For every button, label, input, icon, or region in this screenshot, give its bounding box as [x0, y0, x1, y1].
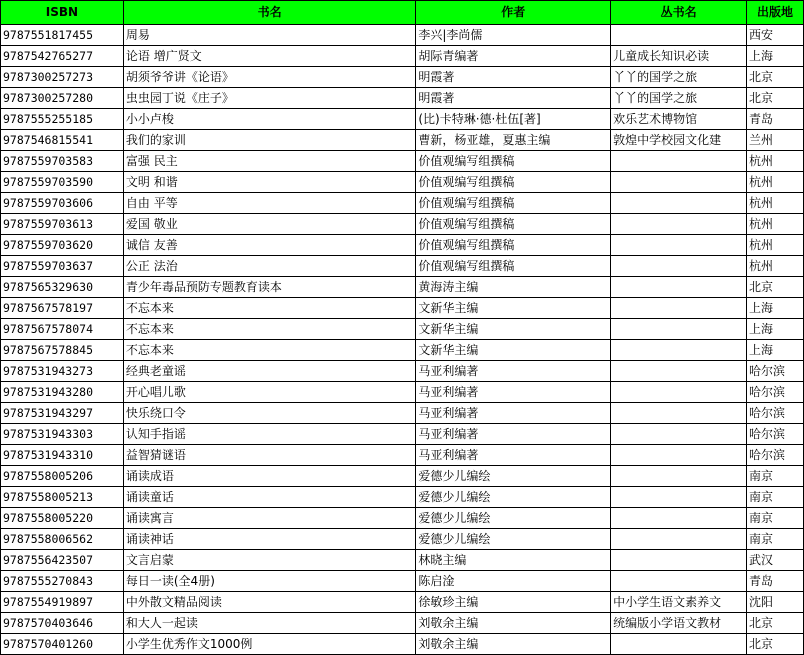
place-cell[interactable]: 杭州	[747, 172, 804, 193]
isbn-cell[interactable]: 9787559703606	[1, 193, 124, 214]
author-cell[interactable]: 马亚利编著	[416, 361, 611, 382]
place-cell[interactable]: 北京	[747, 613, 804, 634]
isbn-cell[interactable]: 9787554919897	[1, 592, 124, 613]
isbn-cell[interactable]: 9787559703583	[1, 151, 124, 172]
series-cell[interactable]	[611, 403, 747, 424]
author-cell[interactable]: 马亚利编著	[416, 403, 611, 424]
isbn-cell[interactable]: 9787559703637	[1, 256, 124, 277]
author-cell[interactable]: 价值观编写组撰稿	[416, 193, 611, 214]
author-cell[interactable]: 爱德少儿编绘	[416, 508, 611, 529]
table-row	[1, 382, 804, 403]
table-body	[1, 25, 804, 655]
table-row	[1, 130, 804, 151]
author-cell[interactable]: 价值观编写组撰稿	[416, 172, 611, 193]
isbn-cell[interactable]: 9787570403646	[1, 613, 124, 634]
series-cell[interactable]: 丫丫的国学之旅	[611, 67, 747, 88]
series-cell[interactable]	[611, 571, 747, 592]
author-cell[interactable]: 刘敬余主编	[416, 634, 611, 655]
place-cell[interactable]: 哈尔滨	[747, 445, 804, 466]
title-cell[interactable]: 每日一读(全4册)	[123, 571, 415, 592]
table-row	[1, 298, 804, 319]
title-cell[interactable]: 不忘本来	[123, 340, 415, 361]
isbn-cell[interactable]: 9787555255185	[1, 109, 124, 130]
series-cell[interactable]	[611, 319, 747, 340]
title-cell[interactable]: 中外散文精品阅读	[123, 592, 415, 613]
place-cell[interactable]: 杭州	[747, 256, 804, 277]
author-cell[interactable]: 马亚利编著	[416, 445, 611, 466]
author-cell[interactable]: 爱德少儿编绘	[416, 466, 611, 487]
series-cell[interactable]: 中小学生语文素养文	[611, 592, 747, 613]
author-cell[interactable]: (比)卡特琳·德·杜伍[著]	[416, 109, 611, 130]
title-cell[interactable]: 文明 和谐	[123, 172, 415, 193]
title-cell[interactable]: 虫虫园丁说《庄子》	[123, 88, 415, 109]
series-cell[interactable]: 敦煌中学校园文化建	[611, 130, 747, 151]
table-row	[1, 25, 804, 46]
series-cell[interactable]	[611, 508, 747, 529]
title-cell[interactable]: 不忘本来	[123, 298, 415, 319]
table-row	[1, 46, 804, 67]
table-row	[1, 361, 804, 382]
author-cell[interactable]: 文新华主编	[416, 298, 611, 319]
series-cell[interactable]	[611, 193, 747, 214]
isbn-cell[interactable]: 9787531943297	[1, 403, 124, 424]
place-cell[interactable]: 杭州	[747, 151, 804, 172]
title-cell[interactable]: 周易	[123, 25, 415, 46]
table-row	[1, 634, 804, 655]
series-cell[interactable]: 丫丫的国学之旅	[611, 88, 747, 109]
author-cell[interactable]: 马亚利编著	[416, 382, 611, 403]
table-row	[1, 508, 804, 529]
table-row	[1, 277, 804, 298]
title-cell[interactable]: 快乐绕口令	[123, 403, 415, 424]
isbn-cell[interactable]: 9787531943273	[1, 361, 124, 382]
place-cell[interactable]: 杭州	[747, 214, 804, 235]
title-cell[interactable]: 诵读寓言	[123, 508, 415, 529]
author-cell[interactable]: 文新华主编	[416, 319, 611, 340]
isbn-cell[interactable]: 9787558005220	[1, 508, 124, 529]
series-cell[interactable]	[611, 445, 747, 466]
isbn-cell[interactable]: 9787565329630	[1, 277, 124, 298]
title-cell[interactable]: 开心唱儿歌	[123, 382, 415, 403]
isbn-cell[interactable]: 9787300257273	[1, 67, 124, 88]
isbn-cell[interactable]: 9787567578845	[1, 340, 124, 361]
author-cell[interactable]: 文新华主编	[416, 340, 611, 361]
title-cell[interactable]: 认知手指谣	[123, 424, 415, 445]
isbn-cell[interactable]: 9787531943280	[1, 382, 124, 403]
title-cell[interactable]: 诵读神话	[123, 529, 415, 550]
table-row	[1, 214, 804, 235]
place-cell[interactable]: 上海	[747, 46, 804, 67]
title-cell[interactable]: 自由 平等	[123, 193, 415, 214]
table-row	[1, 550, 804, 571]
header-title[interactable]: 书名	[123, 1, 415, 25]
author-cell[interactable]: 胡际青编著	[416, 46, 611, 67]
header-series[interactable]: 丛书名	[611, 1, 747, 25]
series-cell[interactable]	[611, 487, 747, 508]
author-cell[interactable]: 爱德少儿编绘	[416, 487, 611, 508]
isbn-cell[interactable]: 9787555270843	[1, 571, 124, 592]
series-cell[interactable]	[611, 277, 747, 298]
place-cell[interactable]: 北京	[747, 277, 804, 298]
author-cell[interactable]: 黄海涛主编	[416, 277, 611, 298]
place-cell[interactable]: 哈尔滨	[747, 382, 804, 403]
place-cell[interactable]: 西安	[747, 25, 804, 46]
place-cell[interactable]: 上海	[747, 340, 804, 361]
isbn-cell[interactable]: 9787556423507	[1, 550, 124, 571]
place-cell[interactable]: 北京	[747, 88, 804, 109]
table-row	[1, 613, 804, 634]
title-cell[interactable]: 胡须爷爷讲《论语》	[123, 67, 415, 88]
table-row	[1, 487, 804, 508]
series-cell[interactable]	[611, 424, 747, 445]
author-cell[interactable]: 明霞著	[416, 67, 611, 88]
title-cell[interactable]: 论语 增广贤文	[123, 46, 415, 67]
series-cell[interactable]	[611, 340, 747, 361]
table-row	[1, 172, 804, 193]
author-cell[interactable]: 林晓主编	[416, 550, 611, 571]
title-cell[interactable]: 诵读成语	[123, 466, 415, 487]
title-cell[interactable]: 公正 法治	[123, 256, 415, 277]
isbn-cell[interactable]: 9787300257280	[1, 88, 124, 109]
author-cell[interactable]: 价值观编写组撰稿	[416, 235, 611, 256]
series-cell[interactable]	[611, 298, 747, 319]
isbn-cell[interactable]: 9787542765277	[1, 46, 124, 67]
isbn-cell[interactable]: 9787559703613	[1, 214, 124, 235]
isbn-cell[interactable]: 9787558006562	[1, 529, 124, 550]
isbn-cell[interactable]: 9787558005213	[1, 487, 124, 508]
isbn-cell[interactable]: 9787559703620	[1, 235, 124, 256]
series-cell[interactable]	[611, 466, 747, 487]
series-cell[interactable]	[611, 634, 747, 655]
table-row	[1, 529, 804, 550]
series-cell[interactable]: 统编版小学语文教材	[611, 613, 747, 634]
isbn-cell[interactable]: 9787567578074	[1, 319, 124, 340]
title-cell[interactable]: 我们的家训	[123, 130, 415, 151]
place-cell[interactable]: 杭州	[747, 235, 804, 256]
place-cell[interactable]: 杭州	[747, 193, 804, 214]
table-row	[1, 424, 804, 445]
header-row	[1, 1, 804, 25]
title-cell[interactable]: 小小卢梭	[123, 109, 415, 130]
header-isbn[interactable]: ISBN	[1, 1, 124, 25]
title-cell[interactable]: 爱国 敬业	[123, 214, 415, 235]
author-cell[interactable]: 陈启淦	[416, 571, 611, 592]
table-row	[1, 571, 804, 592]
author-cell[interactable]: 马亚利编著	[416, 424, 611, 445]
header-place[interactable]: 出版地	[747, 1, 804, 25]
author-cell[interactable]: 价值观编写组撰稿	[416, 151, 611, 172]
author-cell[interactable]: 明霞著	[416, 88, 611, 109]
title-cell[interactable]: 青少年毒品预防专题教育读本	[123, 277, 415, 298]
header-author[interactable]: 作者	[416, 1, 611, 25]
series-cell[interactable]	[611, 550, 747, 571]
table-row	[1, 256, 804, 277]
isbn-cell[interactable]: 9787559703590	[1, 172, 124, 193]
author-cell[interactable]: 李兴|李尚儒	[416, 25, 611, 46]
isbn-cell[interactable]: 9787570401260	[1, 634, 124, 655]
series-cell[interactable]	[611, 529, 747, 550]
author-cell[interactable]: 曹新，杨亚雄，夏惠主编	[416, 130, 611, 151]
series-cell[interactable]	[611, 172, 747, 193]
title-cell[interactable]: 经典老童谣	[123, 361, 415, 382]
title-cell[interactable]: 文言启蒙	[123, 550, 415, 571]
place-cell[interactable]: 南京	[747, 487, 804, 508]
place-cell[interactable]: 南京	[747, 508, 804, 529]
title-cell[interactable]: 富强 民主	[123, 151, 415, 172]
place-cell[interactable]: 北京	[747, 67, 804, 88]
isbn-cell[interactable]: 9787546815541	[1, 130, 124, 151]
place-cell[interactable]: 南京	[747, 466, 804, 487]
table-row	[1, 88, 804, 109]
series-cell[interactable]	[611, 235, 747, 256]
isbn-cell[interactable]: 9787531943303	[1, 424, 124, 445]
author-cell[interactable]: 徐敏珍主编	[416, 592, 611, 613]
title-cell[interactable]: 诵读童话	[123, 487, 415, 508]
place-cell[interactable]: 哈尔滨	[747, 361, 804, 382]
place-cell[interactable]: 哈尔滨	[747, 424, 804, 445]
author-cell[interactable]: 刘敬余主编	[416, 613, 611, 634]
place-cell[interactable]: 上海	[747, 319, 804, 340]
place-cell[interactable]: 兰州	[747, 130, 804, 151]
title-cell[interactable]: 益智猜谜语	[123, 445, 415, 466]
place-cell[interactable]: 武汉	[747, 550, 804, 571]
table-row	[1, 403, 804, 424]
table-row	[1, 466, 804, 487]
place-cell[interactable]: 沈阳	[747, 592, 804, 613]
table-row	[1, 340, 804, 361]
table-row	[1, 67, 804, 88]
place-cell[interactable]: 上海	[747, 298, 804, 319]
title-cell[interactable]: 诚信 友善	[123, 235, 415, 256]
table-row	[1, 109, 804, 130]
series-cell[interactable]: 欢乐艺术博物馆	[611, 109, 747, 130]
place-cell[interactable]: 青岛	[747, 109, 804, 130]
place-cell[interactable]: 北京	[747, 634, 804, 655]
isbn-cell[interactable]: 9787551817455	[1, 25, 124, 46]
place-cell[interactable]: 南京	[747, 529, 804, 550]
title-cell[interactable]: 小学生优秀作文1000例	[123, 634, 415, 655]
series-cell[interactable]	[611, 151, 747, 172]
series-cell[interactable]	[611, 382, 747, 403]
place-cell[interactable]: 哈尔滨	[747, 403, 804, 424]
table-row	[1, 193, 804, 214]
series-cell[interactable]	[611, 256, 747, 277]
isbn-cell[interactable]: 9787558005206	[1, 466, 124, 487]
title-cell[interactable]: 不忘本来	[123, 319, 415, 340]
author-cell[interactable]: 价值观编写组撰稿	[416, 214, 611, 235]
series-cell[interactable]	[611, 214, 747, 235]
author-cell[interactable]: 价值观编写组撰稿	[416, 256, 611, 277]
author-cell[interactable]: 爱德少儿编绘	[416, 529, 611, 550]
isbn-cell[interactable]: 9787567578197	[1, 298, 124, 319]
table-row	[1, 235, 804, 256]
table-row	[1, 445, 804, 466]
table-row	[1, 151, 804, 172]
series-cell[interactable]	[611, 25, 747, 46]
isbn-cell[interactable]: 9787531943310	[1, 445, 124, 466]
table-row	[1, 592, 804, 613]
series-cell[interactable]: 儿童成长知识必读	[611, 46, 747, 67]
table-row	[1, 319, 804, 340]
title-cell[interactable]: 和大人一起读	[123, 613, 415, 634]
place-cell[interactable]: 青岛	[747, 571, 804, 592]
series-cell[interactable]	[611, 361, 747, 382]
